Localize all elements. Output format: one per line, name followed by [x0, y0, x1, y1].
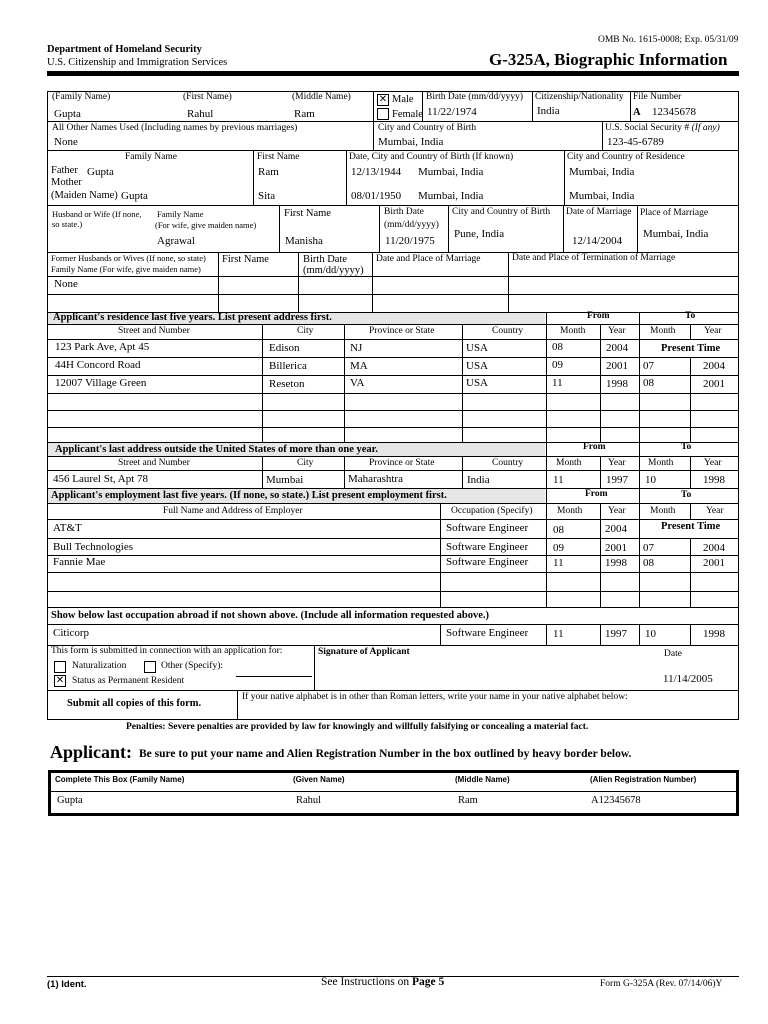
applicant-file-number[interactable]: 12345678: [652, 106, 696, 118]
service-name: U.S. Citizenship and Immigration Services: [47, 57, 228, 68]
label-spouse-birth-place: City and Country of Birth: [452, 207, 551, 217]
emp-to-month[interactable]: 07: [643, 542, 654, 554]
label-box-alien: (Alien Registration Number): [590, 775, 697, 784]
abroad-from: From: [583, 442, 606, 452]
emp-occupation[interactable]: Software Engineer: [446, 556, 529, 568]
spouse-family-name[interactable]: Agrawal: [157, 235, 195, 247]
label-abroad-state: Province or State: [369, 458, 435, 468]
emp-employer[interactable]: Bull Technologies: [53, 541, 133, 553]
applicant-other-names[interactable]: None: [54, 136, 78, 148]
father-residence[interactable]: Mumbai, India: [569, 166, 635, 178]
label-marriage-date: Date of Marriage: [566, 207, 632, 217]
other-specify-line[interactable]: [236, 676, 312, 677]
spouse-birth-date[interactable]: 11/20/1975: [385, 235, 435, 247]
emp-to-year[interactable]: 2001: [703, 557, 725, 569]
res-street[interactable]: 123 Park Ave, Apt 45: [55, 341, 150, 353]
submission-label: This form is submitted in connection with an application for:: [51, 646, 283, 656]
native-alphabet-field[interactable]: [242, 704, 736, 718]
label-res-to-year: Year: [704, 326, 722, 336]
applicant-ssn[interactable]: 123-45-6789: [607, 136, 664, 148]
abroad-from-year[interactable]: 1997: [606, 474, 628, 486]
res-street[interactable]: 44H Concord Road: [55, 359, 141, 371]
res-to-year[interactable]: 2004: [703, 360, 725, 372]
label-box-given: (Given Name): [293, 775, 345, 784]
res-state[interactable]: NJ: [350, 342, 363, 354]
label-former-birth-format: (mm/dd/yyyy): [303, 265, 364, 276]
label-former-first: First Name: [222, 254, 269, 265]
spouse-first-name[interactable]: Manisha: [285, 235, 323, 247]
label-res-country: Country: [492, 326, 524, 336]
res-from-month[interactable]: 08: [552, 341, 563, 353]
res-from-year[interactable]: 2004: [606, 342, 628, 354]
label-spouse-birth-format: (mm/dd/yyyy): [384, 220, 439, 230]
footer-ident: (1) Ident.: [47, 979, 87, 990]
res-present-time: Present Time: [661, 343, 721, 354]
emp-from-month[interactable]: 11: [553, 557, 564, 569]
label-res-city: City: [297, 326, 314, 336]
mother-first-name[interactable]: Sita: [258, 190, 276, 202]
res-state[interactable]: VA: [350, 377, 365, 389]
applicant-birth-place[interactable]: Mumbai, India: [378, 136, 444, 148]
father-birth-place[interactable]: Mumbai, India: [418, 166, 484, 178]
emp-present-time: Present Time: [661, 521, 721, 532]
label-ssn: U.S. Social Security # (If any): [605, 123, 720, 133]
res-from-month[interactable]: 09: [552, 359, 563, 371]
residence-heading: Applicant's residence last five years. List present address first.: [53, 312, 332, 323]
employment-to: To: [681, 490, 692, 500]
last-abroad-heading: Show below last occupation abroad if not shown above. (Include all information requested above.): [51, 610, 490, 621]
res-country[interactable]: USA: [466, 360, 489, 372]
label-spouse-first: First Name: [284, 208, 331, 219]
label-former-birth: Birth Date: [303, 254, 348, 265]
label-naturalization: Naturalization: [72, 661, 127, 671]
native-alphabet-label: If your native alphabet is in other than Roman letters, write your name in your native alphabet below:: [242, 692, 628, 702]
abroad-heading: Applicant's last address outside the United States of more than one year.: [55, 444, 378, 455]
label-husband-wife: Husband or Wife (If none,: [52, 209, 142, 219]
emp-employer[interactable]: Fannie Mae: [53, 556, 106, 568]
signature-date[interactable]: 11/14/2005: [663, 673, 713, 685]
father-birth-date[interactable]: 12/13/1944: [351, 166, 402, 178]
agency-name: Department of Homeland Security: [47, 44, 202, 55]
box-alien-number[interactable]: A12345678: [591, 795, 641, 806]
label-father: Father: [51, 165, 78, 176]
residence-to: To: [685, 311, 696, 321]
emp-from-year[interactable]: 1998: [605, 557, 627, 569]
label-abroad-to-year: Year: [704, 458, 722, 468]
label-res-from-year: Year: [608, 326, 626, 336]
naturalization-checkbox[interactable]: [54, 661, 66, 673]
applicant-heading: Applicant:: [50, 742, 133, 762]
emp-occupation[interactable]: Software Engineer: [446, 522, 529, 534]
residence-from: From: [587, 311, 610, 321]
res-from-year[interactable]: 1998: [606, 378, 628, 390]
abroad-country[interactable]: India: [467, 474, 490, 486]
label-res-state: Province or State: [369, 326, 435, 336]
label-other-names: All Other Names Used (Including names by previous marriages): [52, 123, 298, 133]
label-mother: Mother: [51, 177, 82, 188]
label-former-spouses: Former Husbands or Wives (If none, so state): [51, 253, 206, 263]
submit-all-copies: Submit all copies of this form.: [67, 698, 202, 709]
applicant-first-name[interactable]: Rahul: [187, 108, 214, 120]
applicant-instruction: Be sure to put your name and Alien Registration Number in the box outlined by heavy border below.: [139, 748, 632, 760]
res-city[interactable]: Reseton: [269, 378, 305, 390]
label-emp-from-month: Month: [557, 506, 583, 516]
res-country[interactable]: USA: [466, 377, 489, 389]
abroad-to: To: [681, 442, 692, 452]
mother-birth-date[interactable]: 08/01/1950: [351, 190, 402, 202]
signature-field[interactable]: [318, 660, 638, 686]
abroad-street[interactable]: 456 Laurel St, Apt 78: [53, 473, 149, 485]
label-emp-to-year: Year: [706, 506, 724, 516]
abroad-to-month[interactable]: 10: [645, 474, 656, 486]
former-spouses-value[interactable]: None: [54, 278, 78, 290]
label-parent-family: Family Name: [125, 152, 177, 162]
res-to-year[interactable]: 2001: [703, 378, 725, 390]
label-first-name: (First Name): [183, 92, 232, 102]
res-city[interactable]: Edison: [269, 342, 300, 354]
marriage-date[interactable]: 12/14/2004: [572, 235, 623, 247]
last-abroad-from-month[interactable]: 11: [553, 628, 564, 640]
label-emp-to-month: Month: [650, 506, 676, 516]
applicant-citizenship[interactable]: India: [537, 105, 560, 117]
emp-employer[interactable]: AT&T: [53, 522, 82, 534]
permanent-resident-checkbox[interactable]: ✕: [55, 675, 65, 686]
penalties-text: Penalties: Severe penalties are provided by law for knowingly and willfully falsifying or concealing a material fact.: [126, 722, 589, 732]
omb-number: OMB No. 1615-0008; Exp. 05/31/09: [598, 35, 739, 45]
label-abroad-to-month: Month: [648, 458, 674, 468]
label-emp-from-year: Year: [608, 506, 626, 516]
label-abroad-city: City: [297, 458, 314, 468]
label-occupation: Occupation (Specify): [451, 506, 533, 516]
emp-occupation[interactable]: Software Engineer: [446, 541, 529, 553]
applicant-middle-name[interactable]: Ram: [294, 108, 315, 120]
date-label: Date: [664, 649, 682, 659]
marriage-place[interactable]: Mumbai, India: [643, 228, 709, 240]
label-abroad-from-month: Month: [556, 458, 582, 468]
form-title: G-325A, Biographic Information: [489, 50, 728, 69]
label-permanent-resident: Status as Permanent Resident: [72, 676, 185, 686]
emp-to-month[interactable]: 08: [643, 557, 654, 569]
applicant-family-name[interactable]: Gupta: [54, 108, 81, 120]
res-to-month[interactable]: 08: [643, 377, 654, 389]
emp-to-year[interactable]: 2004: [703, 542, 725, 554]
abroad-state[interactable]: Maharashtra: [348, 473, 403, 485]
abroad-from-month[interactable]: 11: [553, 474, 564, 486]
label-abroad-street: Street and Number: [118, 458, 190, 468]
res-from-year[interactable]: 2001: [606, 360, 628, 372]
employment-heading: Applicant's employment last five years. (If none, so state.) List present employment first.: [51, 490, 447, 501]
res-country[interactable]: USA: [466, 342, 489, 354]
label-spouse-family: Family Name: [157, 209, 204, 219]
label-abroad-from-year: Year: [608, 458, 626, 468]
last-abroad-from-year[interactable]: 1997: [605, 628, 627, 640]
label-spouse-maiden: (For wife, give maiden name): [155, 220, 257, 230]
other-checkbox[interactable]: [144, 661, 156, 673]
spouse-birth-place[interactable]: Pune, India: [454, 228, 505, 240]
label-spouse-birth: Birth Date: [384, 207, 424, 217]
res-street[interactable]: 12007 Village Green: [55, 377, 147, 389]
label-male: Male: [392, 94, 414, 105]
form-table: [47, 91, 739, 720]
label-former-marriage: Date and Place of Marriage: [376, 254, 481, 264]
label-former-termination: Date and Place of Termination of Marriage: [512, 253, 676, 263]
female-checkbox[interactable]: [377, 108, 389, 120]
res-to-month[interactable]: 07: [643, 360, 654, 372]
label-res-from-month: Month: [560, 326, 586, 336]
label-so-state: so state.): [52, 219, 83, 229]
box-given-name[interactable]: Rahul: [296, 795, 322, 806]
emp-from-month[interactable]: 08: [553, 524, 564, 536]
label-female: Female: [392, 109, 423, 120]
abroad-city[interactable]: Mumbai: [266, 474, 304, 486]
label-maiden-name: (Maiden Name): [51, 190, 118, 201]
last-abroad-employer[interactable]: Citicorp: [53, 627, 90, 639]
last-abroad-to-year[interactable]: 1998: [703, 628, 725, 640]
box-family-name[interactable]: Gupta: [57, 795, 83, 806]
res-city[interactable]: Billerica: [269, 360, 307, 372]
file-prefix: A: [633, 107, 641, 118]
label-file-number: File Number: [633, 92, 682, 102]
label-citizenship: Citizenship/Nationality: [535, 92, 624, 102]
label-other-specify: Other (Specify):: [161, 661, 223, 671]
mother-family-name[interactable]: Gupta: [121, 190, 148, 202]
label-res-street: Street and Number: [118, 326, 190, 336]
res-from-month[interactable]: 11: [552, 377, 563, 389]
label-birth-date: Birth Date (mm/dd/yyyy): [426, 92, 524, 102]
label-employer: Full Name and Address of Employer: [163, 506, 303, 516]
label-box-middle: (Middle Name): [455, 775, 510, 784]
label-parent-first: First Name: [257, 152, 300, 162]
header-rule: [47, 71, 739, 76]
label-middle-name: (Middle Name): [292, 92, 351, 102]
label-former-family: Family Name (For wife, give maiden name): [51, 264, 201, 274]
box-middle-name[interactable]: Ram: [458, 795, 478, 806]
applicant-birth-date[interactable]: 11/22/1974: [427, 106, 477, 118]
last-abroad-occupation[interactable]: Software Engineer: [446, 627, 529, 639]
employment-from: From: [585, 489, 608, 499]
footer-form-number: Form G-325A (Rev. 07/14/06)Y: [600, 979, 723, 989]
label-marriage-place: Place of Marriage: [640, 208, 709, 218]
abroad-to-year[interactable]: 1998: [703, 474, 725, 486]
last-abroad-to-month[interactable]: 10: [645, 628, 656, 640]
emp-from-month[interactable]: 09: [553, 542, 564, 554]
mother-birth-place[interactable]: Mumbai, India: [418, 190, 484, 202]
signature-label: Signature of Applicant: [318, 647, 410, 657]
label-res-to-month: Month: [650, 326, 676, 336]
emp-from-year[interactable]: 2001: [605, 542, 627, 554]
label-box-family: Complete This Box (Family Name): [55, 775, 185, 784]
emp-from-year[interactable]: 2004: [605, 523, 627, 535]
label-parent-dob: Date, City and Country of Birth (If known): [349, 152, 514, 162]
label-birth-place: City and Country of Birth: [378, 123, 477, 133]
male-checkbox[interactable]: ✕: [378, 94, 388, 105]
label-parent-residence: City and Country of Residence: [567, 152, 685, 162]
mother-residence[interactable]: Mumbai, India: [569, 190, 635, 202]
label-abroad-country: Country: [492, 458, 524, 468]
res-state[interactable]: MA: [350, 360, 368, 372]
father-family-name[interactable]: Gupta: [87, 166, 114, 178]
footer-instructions: See Instructions on Page 5: [321, 976, 445, 988]
label-family-name: (Family Name): [52, 92, 111, 102]
father-first-name[interactable]: Ram: [258, 166, 279, 178]
